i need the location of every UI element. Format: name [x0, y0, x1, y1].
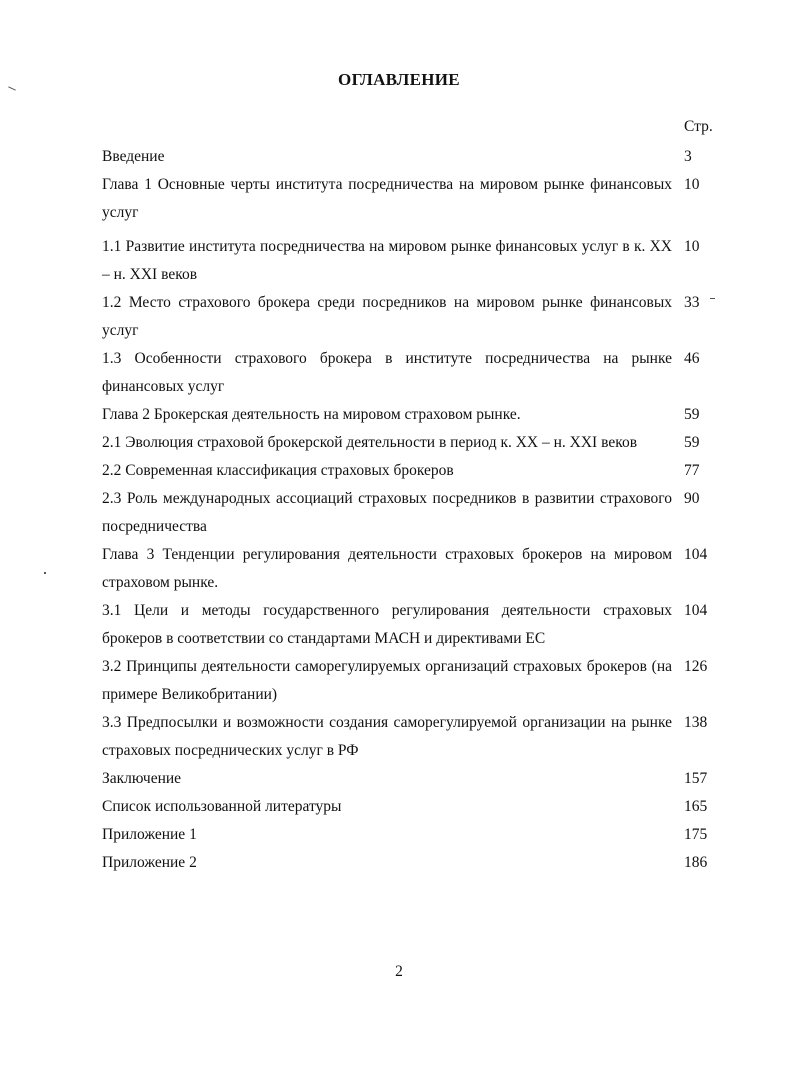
page-number: 2 [395, 963, 403, 980]
toc-entry-text: Приложение 2 [102, 854, 197, 871]
toc-entry-text: Глава 2 Брокерская деятельность на мировом страховом рынке. [102, 406, 521, 423]
toc-entry-text: Глава 3 Тенденции регулирования деятельности страховых брокеров на мировом страховом рынке. [102, 546, 672, 591]
toc-entry-appendix-1 [102, 821, 716, 849]
toc-entry-text: 3.1 Цели и методы государственного регулирования деятельности страховых брокеров в соответствии со стандартами МАСН и директивами ЕС [102, 602, 672, 647]
toc-entry-page: 186 [684, 854, 708, 871]
toc-entry-page: 104 [684, 546, 708, 563]
toc-entry-text: Приложение 1 [102, 826, 197, 843]
toc-entry-bibliography [102, 793, 716, 821]
toc-entry-chapter-2 [102, 401, 716, 429]
toc-entry-section-1-3 [102, 345, 716, 401]
toc-entry-page: 46 [684, 350, 700, 367]
toc-entry-section-3-2 [102, 653, 716, 709]
toc-entry-page: 77 [684, 462, 700, 479]
toc-entry-page: 157 [684, 770, 708, 787]
toc-entry-text: 3.3 Предпосылки и возможности создания саморегулируемой организации на рынке страховых посреднических услуг в РФ [102, 714, 672, 759]
toc-entry-section-1-1 [102, 233, 716, 289]
toc-entry-text: 2.2 Современная классификация страховых брокеров [102, 462, 454, 479]
toc-entry-section-2-2 [102, 457, 716, 485]
toc-entry-page: 10 [684, 176, 700, 193]
toc-entry-page: 175 [684, 826, 708, 843]
toc-entry-page: 10 [684, 238, 700, 255]
page-column-label: Стр. [684, 118, 713, 135]
toc-entry-text: 2.1 Эволюция страховой брокерской деятельности в период к. XX – н. XXI веков [102, 434, 638, 451]
toc-entry-chapter-3 [102, 541, 716, 597]
toc-entry-section-3-1 [102, 597, 716, 653]
toc-entry-page: 138 [684, 714, 708, 731]
toc-entry-page: 33 [684, 294, 700, 311]
toc-entry-text: 2.3 Роль международных ассоциаций страховых посредников в развитии страхового посредничества [102, 490, 672, 535]
toc-entry-page: 104 [684, 602, 708, 619]
toc-entry-page: 126 [684, 658, 708, 675]
toc-entry-text: 1.1 Развитие института посредничества на мировом рынке финансовых услуг в к. XX – н. XXI веков [102, 238, 672, 283]
toc-entry-page: 90 [684, 490, 700, 507]
toc-entry-section-3-3 [102, 709, 716, 765]
toc-entry-section-2-3 [102, 485, 716, 541]
table-of-contents [102, 143, 716, 877]
toc-entry-section-2-1 [102, 429, 716, 457]
toc-entry-text: Введение [102, 148, 165, 165]
toc-entry-chapter-1 [102, 171, 716, 227]
toc-entry-introduction [102, 143, 716, 171]
toc-entry-text: 3.2 Принципы деятельности саморегулируемых организаций страховых брокеров (на примере Великобритании) [102, 658, 672, 703]
toc-entry-text: Глава 1 Основные черты института посредничества на мировом рынке финансовых услуг [102, 176, 672, 221]
toc-entry-text: Список использованной литературы [102, 798, 342, 815]
toc-entry-page: 165 [684, 798, 708, 815]
toc-entry-text: Заключение [102, 770, 182, 787]
toc-entry-page: 3 [684, 148, 692, 165]
scan-speck [710, 298, 715, 299]
toc-entry-text: 1.2 Место страхового брокера среди посредников на мировом рынке финансовых услуг [102, 294, 672, 339]
toc-entry-page: 59 [684, 434, 700, 451]
toc-entry-appendix-2 [102, 849, 716, 877]
toc-entry-text: 1.3 Особенности страхового брокера в институте посредничества на рынке финансовых услуг [102, 350, 672, 395]
scan-speck [44, 572, 46, 574]
toc-entry-conclusion [102, 765, 716, 793]
toc-entry-page: 59 [684, 406, 700, 423]
toc-entry-section-1-2 [102, 289, 716, 345]
page-title: ОГЛАВЛЕНИЕ [338, 70, 460, 89]
